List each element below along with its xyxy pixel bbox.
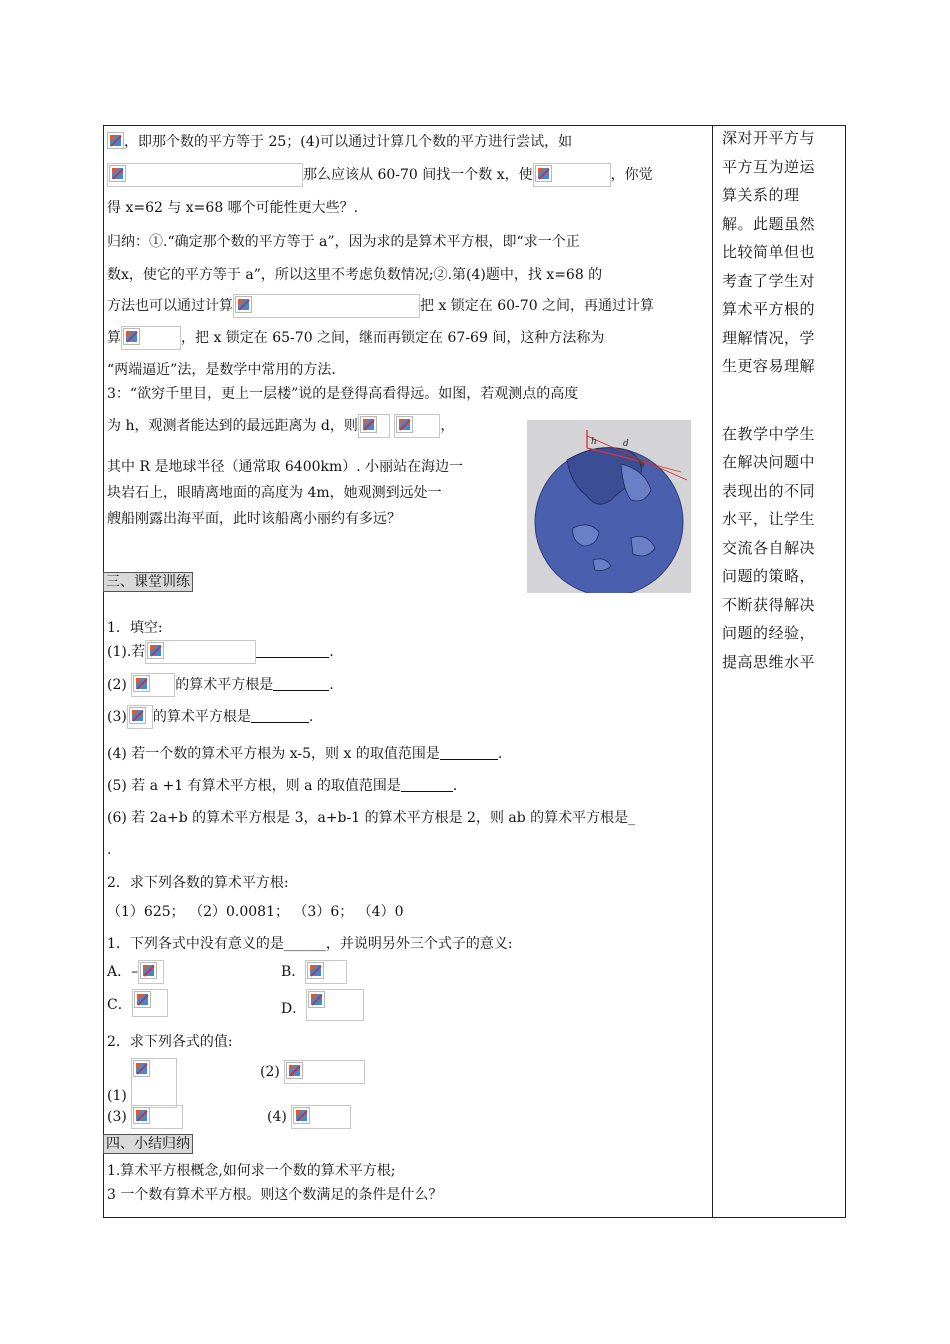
- text-line: [107, 292, 654, 320]
- formula-image: [305, 960, 347, 984]
- section-heading: 三、课堂训练: [103, 568, 193, 596]
- text-line: [107, 412, 454, 440]
- side-note-block: [722, 124, 834, 381]
- text: ，把 x 锁定在 65-70 之间，继而再锁定在 67-69 间，这种方法称为: [181, 330, 605, 346]
- earth-illustration: [527, 420, 691, 593]
- question-title: 1．填空:: [107, 620, 163, 636]
- side-note-line: 算术平方根的: [722, 300, 816, 318]
- side-note-line: 在解决问题中: [722, 453, 816, 471]
- question-item: [107, 671, 334, 699]
- text-line: 3：“欲穷千里目，更上一层楼”说的是登得高看得远。如图，若观测点的高度: [107, 386, 579, 402]
- broken-image-icon: [396, 416, 413, 433]
- side-note-line: 水平，让学生: [722, 510, 816, 528]
- formula-image: [107, 163, 303, 187]
- earth-figure: [527, 420, 691, 593]
- formula-image: [131, 673, 175, 697]
- question-title: 2．求下列各式的值:: [107, 1034, 233, 1050]
- text-line: [107, 128, 572, 156]
- formula-image: [127, 705, 153, 729]
- side-note-line: 深对开平方与: [722, 129, 816, 147]
- answer-blank[interactable]: [251, 708, 309, 723]
- broken-image-icon: [133, 1107, 150, 1124]
- formula-image: [131, 1105, 183, 1129]
- side-note-line: 比较简单但也: [722, 243, 816, 261]
- formula-image: [233, 294, 420, 318]
- text: .: [308, 709, 314, 725]
- text: 算: [107, 330, 121, 346]
- text: (5) 若 a +1 有算术平方根，则 a 的取值范围是: [107, 778, 401, 794]
- formula-image: [132, 989, 168, 1017]
- side-note-line: 理解情况，学: [722, 328, 816, 347]
- side-note-line: 生更容易理解: [722, 357, 816, 375]
- question-item: [107, 703, 313, 731]
- broken-image-icon: [123, 328, 140, 345]
- text-line: [107, 324, 604, 352]
- formula-image: [284, 1060, 365, 1084]
- text: (1): [107, 1088, 127, 1104]
- formula-image: [394, 414, 440, 438]
- option-item: [107, 958, 164, 986]
- text: A．–: [107, 964, 139, 980]
- question-item: [267, 1103, 351, 1131]
- side-note-line: 平方互为逆运: [722, 157, 816, 176]
- text: 方法也可以通过计算: [107, 298, 233, 314]
- question-title: 1．下列各式中没有意义的是______，并说明另外三个式子的意义:: [107, 936, 513, 952]
- broken-image-icon: [307, 962, 324, 979]
- text-line: 1.算术平方根概念,如何求一个数的算术平方根;: [107, 1163, 396, 1179]
- broken-image-icon: [109, 165, 126, 182]
- text: B．: [281, 964, 306, 980]
- broken-image-icon: [535, 165, 552, 182]
- formula-image: [291, 1105, 351, 1129]
- text: 为 h，观测者能达到的最远距离为 d，则: [107, 418, 358, 434]
- broken-image-icon: [308, 991, 325, 1008]
- broken-image-icon: [147, 642, 164, 659]
- text: (4) 若一个数的算术平方根为 x-5，则 x 的取值范围是: [107, 746, 440, 762]
- text: .: [329, 644, 334, 660]
- broken-image-icon: [129, 707, 146, 724]
- answer-blank[interactable]: [440, 745, 498, 760]
- broken-image-icon: [134, 991, 151, 1008]
- option-item: [281, 989, 364, 1023]
- text: .: [497, 746, 503, 762]
- answer-blank[interactable]: [273, 676, 329, 691]
- text: 那么应该从 60-70 间找一个数 x，使: [303, 167, 533, 183]
- question-item: [107, 638, 334, 666]
- text: (3): [107, 709, 127, 725]
- text: (2): [107, 677, 127, 693]
- text-line: [107, 161, 653, 189]
- text-line: 归纳：①.“确定那个数的平方等于 a”，因为求的是算术平方根，即“求一个正: [107, 234, 580, 250]
- side-note-line: 问题的策略，: [722, 567, 816, 585]
- question-item: [260, 1058, 365, 1086]
- text-line: .: [107, 842, 112, 858]
- text: (2): [260, 1064, 280, 1080]
- text: ，即那个数的平方等于 25；(4)可以通过计算几个数的平方进行尝试，如: [124, 134, 573, 150]
- section-heading: 四、小结归纳: [103, 1130, 193, 1158]
- label-h: h: [591, 437, 597, 447]
- question-item: [107, 1103, 183, 1131]
- text: 的算术平方根是: [175, 677, 274, 693]
- side-note-line: 不断获得解决: [722, 595, 816, 614]
- question-item: [107, 740, 502, 768]
- answer-blank[interactable]: [401, 777, 453, 792]
- broken-image-icon: [133, 1060, 150, 1077]
- answer-blank[interactable]: [256, 643, 329, 658]
- text-line: 3 一个数有算术平方根。则这个数满足的条件是什么？: [107, 1187, 443, 1203]
- label-d: d: [623, 439, 629, 449]
- text-line: 艘船刚露出海平面，此时该船离小丽约有多远？: [107, 511, 401, 527]
- side-note-line: 提高思维水平: [722, 652, 816, 671]
- text: D．: [281, 1001, 307, 1017]
- formula-image: [121, 326, 181, 350]
- broken-image-icon: [140, 962, 157, 979]
- option-item: [281, 958, 347, 986]
- side-note-line: 在教学中学生: [722, 424, 816, 443]
- formula-image: [145, 640, 256, 664]
- broken-image-icon: [360, 416, 377, 433]
- text: C．: [107, 997, 132, 1013]
- formula-image: [306, 989, 364, 1021]
- question-item: （1）625； （2）0.0081； （3）6； （4）0: [107, 904, 404, 920]
- side-note-line: 考查了学生对: [722, 271, 816, 290]
- side-note-line: 算关系的理: [722, 186, 800, 204]
- formula-image: [533, 163, 611, 187]
- side-note-line: 表现出的不同: [722, 481, 816, 500]
- column-divider: [712, 125, 713, 1218]
- text: .: [452, 778, 458, 794]
- broken-image-icon: [293, 1107, 310, 1124]
- text-line: 块岩石上，眼睛离地面的高度为 4m，她观测到远处一: [107, 485, 442, 501]
- broken-image-icon: [286, 1062, 303, 1079]
- broken-image-icon: [235, 296, 252, 313]
- text: (1).若: [107, 644, 146, 660]
- question-item: (6) 若 2a+b 的算术平方根是 3，a+b-1 的算术平方根是 2，则 ab 的算术平方根是_: [107, 810, 636, 826]
- question-item: [107, 772, 457, 800]
- formula-image: [138, 960, 164, 984]
- text: 把 x 锁定在 60-70 之间，再通过计算: [420, 298, 655, 314]
- text-line: 数x，使它的平方等于 a”，所以这里不考虑负数情况;②.第(4)题中，找 x=68 的: [107, 267, 603, 283]
- side-note-line: 解。此题虽然: [722, 214, 816, 233]
- text: (3): [107, 1109, 127, 1125]
- side-note-line: 交流各自解决: [722, 538, 816, 557]
- formula-image: [358, 414, 390, 438]
- formula-image: [131, 1058, 177, 1108]
- text: ，你觉: [610, 167, 653, 183]
- question-title: 2．求下列各数的算术平方根:: [107, 875, 289, 891]
- side-notes: [722, 124, 834, 676]
- text: .: [329, 677, 334, 693]
- text-line: 得 x=62 与 x=68 哪个可能性更大些？.: [107, 200, 359, 216]
- broken-image-icon: [107, 132, 124, 149]
- side-note-block: [722, 420, 834, 677]
- broken-image-icon: [133, 675, 150, 692]
- side-note-line: 问题的经验，: [722, 624, 816, 642]
- text-line: 其中 R 是地球半径（通常取 6400km）. 小丽站在海边一: [107, 459, 464, 475]
- text-line: “两端逼近”法，是数学中常用的方法.: [107, 362, 336, 378]
- text: (4): [267, 1109, 287, 1125]
- option-item: [107, 989, 168, 1019]
- text: ，: [440, 418, 455, 434]
- text: 的算术平方根是: [152, 709, 251, 725]
